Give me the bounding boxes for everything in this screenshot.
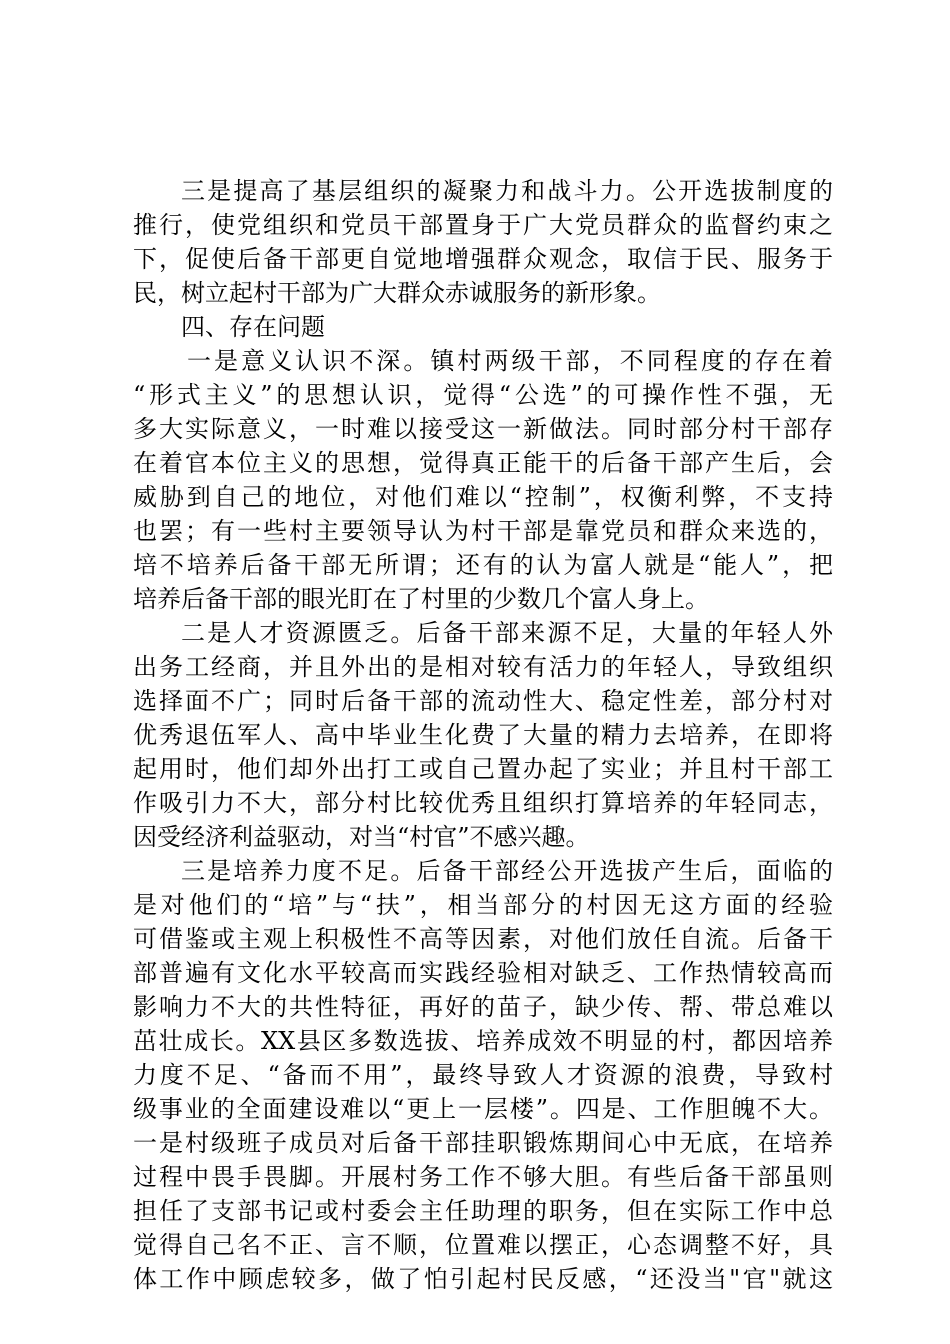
paragraph-line: 一是意义认识不深。镇村两级干部，不同程度的存在着 — [187, 347, 833, 375]
paragraph-line: 可借鉴或主观上积极性不高等因素，对他们放任自流。后备干 — [133, 925, 833, 953]
paragraph-line: 部普遍有文化水平较高而实践经验相对缺乏、工作热情较高而 — [133, 959, 833, 987]
paragraph-line: 起用时，他们却外出打工或自己置办起了实业；并且村干部工 — [133, 755, 833, 783]
paragraph-line: 过程中畏手畏脚。开展村务工作不够大胆。有些后备干部虽则 — [133, 1163, 833, 1191]
paragraph-line: 下，促使后备干部更自觉地增强群众观念，取信于民、服务于 — [133, 245, 833, 273]
paragraph-line: 三是提高了基层组织的凝聚力和战斗力。公开选拔制度的 — [181, 177, 833, 205]
paragraph-line: 在着官本位主义的思想，觉得真正能干的后备干部产生后，会 — [133, 449, 833, 477]
paragraph-line: 影响力不大的共性特征，再好的苗子，缺少传、帮、带总难以 — [133, 993, 833, 1021]
paragraph-line: 优秀退伍军人、高中毕业生化费了大量的精力去培养，在即将 — [133, 721, 833, 749]
paragraph-line: 担任了支部书记或村委会主任助理的职务，但在实际工作中总 — [133, 1197, 833, 1225]
paragraph-line: 培不培养后备干部无所谓；还有的认为富人就是“能人”，把 — [133, 551, 833, 579]
paragraph-line: 选择面不广；同时后备干部的流动性大、稳定性差，部分村对 — [133, 687, 833, 715]
paragraph-line: 推行，使党组织和党员干部置身于广大党员群众的监督约束之 — [133, 211, 833, 239]
paragraph-line: 茁壮成长。XX县区多数选拔、培养成效不明显的村，都因培养 — [133, 1027, 833, 1055]
paragraph-line: 级事业的全面建设难以“更上一层楼”。四是、工作胆魄不大。 — [133, 1095, 833, 1123]
paragraph-line: 出务工经商，并且外出的是相对较有活力的年轻人，导致组织 — [133, 653, 833, 681]
paragraph-line: 觉得自己名不正、言不顺，位置难以摆正，心态调整不好，具 — [133, 1231, 833, 1259]
paragraph-line: 作吸引力不大，部分村比较优秀且组织打算培养的年轻同志， — [133, 789, 833, 817]
paragraph-line: “形式主义”的思想认识，觉得“公选”的可操作性不强，无 — [133, 381, 833, 409]
document-body — [133, 174, 833, 1296]
paragraph-line: 多大实际意义，一时难以接受这一新做法。同时部分村干部存 — [133, 415, 833, 443]
paragraph-line: 一是村级班子成员对后备干部挂职锻炼期间心中无底，在培养 — [133, 1129, 833, 1157]
section-heading: 四、存在问题 — [181, 313, 325, 341]
paragraph-line: 因受经济利益驱动，对当“村官”不感兴趣。 — [133, 823, 590, 851]
paragraph-line: 是对他们的“培”与“扶”，相当部分的村因无这方面的经验 — [133, 891, 833, 919]
paragraph-line: 力度不足、“备而不用”，最终导致人才资源的浪费，导致村 — [133, 1061, 833, 1089]
paragraph-line: 也罢；有一些村主要领导认为村干部是靠党员和群众来选的， — [133, 517, 833, 545]
paragraph-line: 培养后备干部的眼光盯在了村里的少数几个富人身上。 — [133, 585, 709, 613]
paragraph-line: 二是人才资源匮乏。后备干部来源不足，大量的年轻人外 — [181, 619, 833, 647]
paragraph-line: 三是培养力度不足。后备干部经公开选拔产生后，面临的 — [181, 857, 833, 885]
paragraph-line: 民，树立起村干部为广大群众赤诚服务的新形象。 — [133, 279, 661, 307]
paragraph-line: 体工作中顾虑较多，做了怕引起村民反感，“还没当"官"就这 — [133, 1265, 833, 1293]
paragraph-line: 威胁到自己的地位，对他们难以“控制”，权衡利弊，不支持 — [133, 483, 833, 511]
